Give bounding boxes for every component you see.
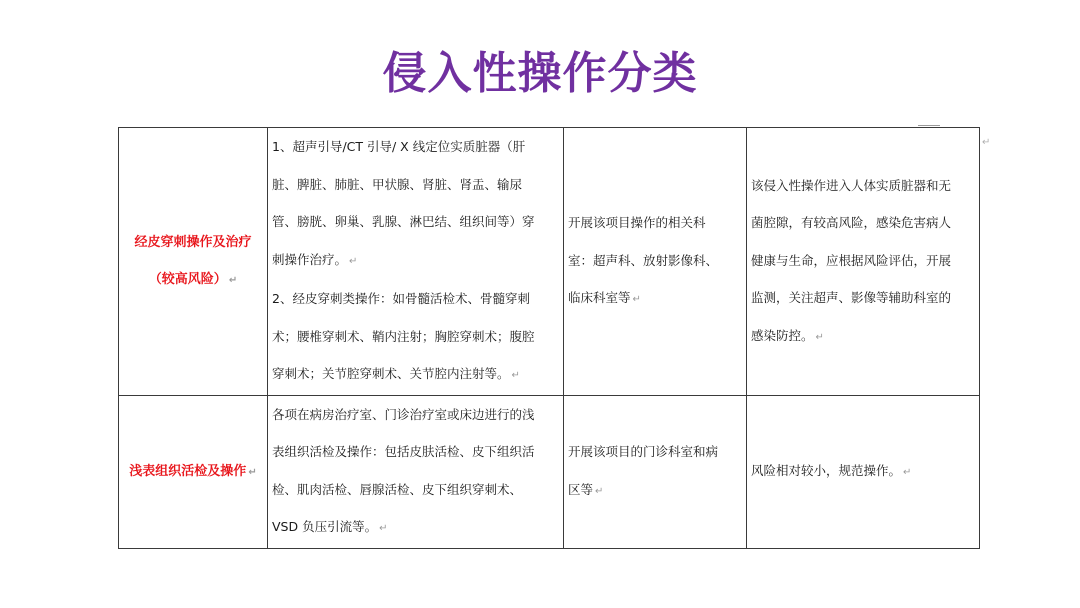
cell-end-mark: ↵ bbox=[903, 466, 912, 478]
category-line: （较高风险） ↵ bbox=[148, 271, 238, 287]
departments-cell bbox=[564, 395, 747, 548]
departments-line: 室：超声科、放射影像科、 bbox=[568, 252, 719, 268]
risk-line: 风险相对较小，规范操作。 ↵ bbox=[751, 462, 912, 478]
table-corner-tick bbox=[918, 125, 940, 126]
cell-end-mark: ↵ bbox=[815, 331, 824, 343]
risk-line: 感染防控。 ↵ bbox=[751, 327, 824, 343]
departments-line: 开展该项目的门诊科室和病 bbox=[568, 444, 719, 459]
operations-cell bbox=[268, 128, 564, 396]
cell-end-mark: ↵ bbox=[632, 294, 641, 305]
operations-line: 管、膀胱、卵巢、乳腺、淋巴结、组织间等）穿 bbox=[272, 214, 535, 229]
operations-line: VSD 负压引流等。 ↵ bbox=[272, 519, 388, 534]
invasive-operation-table bbox=[118, 127, 980, 549]
category-line: 经皮穿刺操作及治疗 bbox=[134, 234, 252, 250]
risk-line: 菌腔隙，有较高风险，感染危害病人 bbox=[751, 215, 952, 230]
risk-cell bbox=[747, 395, 980, 548]
table-row bbox=[119, 128, 980, 396]
slide-title: 侵入性操作分类 bbox=[382, 48, 698, 99]
risk-line: 健康与生命，应根据风险评估，开展 bbox=[751, 252, 952, 268]
operations-line: 表组织活检及操作：包括皮肤活检、皮下组织活 bbox=[272, 444, 535, 459]
operations-line: 术；腰椎穿刺术、鞘内注射；胸腔穿刺术；腹腔 bbox=[272, 328, 535, 344]
operations-line: 2、经皮穿刺类操作：如骨髓活检术、骨髓穿刺 bbox=[272, 291, 530, 306]
departments-line: 区等 ↵ bbox=[568, 481, 604, 497]
risk-line: 监测，关注超声、影像等辅助科室的 bbox=[751, 290, 952, 305]
operations-cell bbox=[268, 395, 564, 548]
departments-line: 临床科室等 ↵ bbox=[568, 290, 641, 305]
operations-line: 检、肌肉活检、唇腺活检、皮下组织穿刺术、 bbox=[272, 481, 523, 497]
cell-end-mark: ↵ bbox=[595, 485, 604, 497]
category-line: 浅表组织活检及操作 ↵ bbox=[129, 463, 257, 479]
risk-line: 该侵入性操作进入人体实质脏器和无 bbox=[751, 177, 952, 193]
operations-line: 刺操作治疗。 ↵ bbox=[272, 251, 358, 267]
operations-line: 各项在病房治疗室、门诊治疗室或床边进行的浅 bbox=[272, 406, 535, 422]
cell-end-mark: ↵ bbox=[511, 370, 520, 381]
risk-cell bbox=[747, 128, 980, 396]
operations-line: 脏、脾脏、肺脏、甲状腺、肾脏、肾盂、输尿 bbox=[272, 176, 523, 192]
operations-line: 1、超声引导/CT 引导/ X 线定位实质脏器（肝 bbox=[272, 139, 526, 154]
cell-end-mark: ↵ bbox=[228, 274, 238, 286]
category-cell bbox=[119, 128, 268, 396]
departments-cell bbox=[564, 128, 747, 396]
row-end-mark: ↵ bbox=[982, 137, 991, 148]
cell-end-mark: ↵ bbox=[379, 523, 388, 534]
cell-end-mark: ↵ bbox=[248, 466, 257, 478]
category-cell bbox=[119, 395, 268, 548]
paragraph-mark: ↵ bbox=[349, 255, 358, 267]
operations-line: 穿刺术；关节腔穿刺术、关节腔内注射等。 ↵ bbox=[272, 366, 520, 381]
table-row bbox=[119, 395, 980, 548]
departments-line: 开展该项目操作的相关科 bbox=[568, 215, 706, 230]
